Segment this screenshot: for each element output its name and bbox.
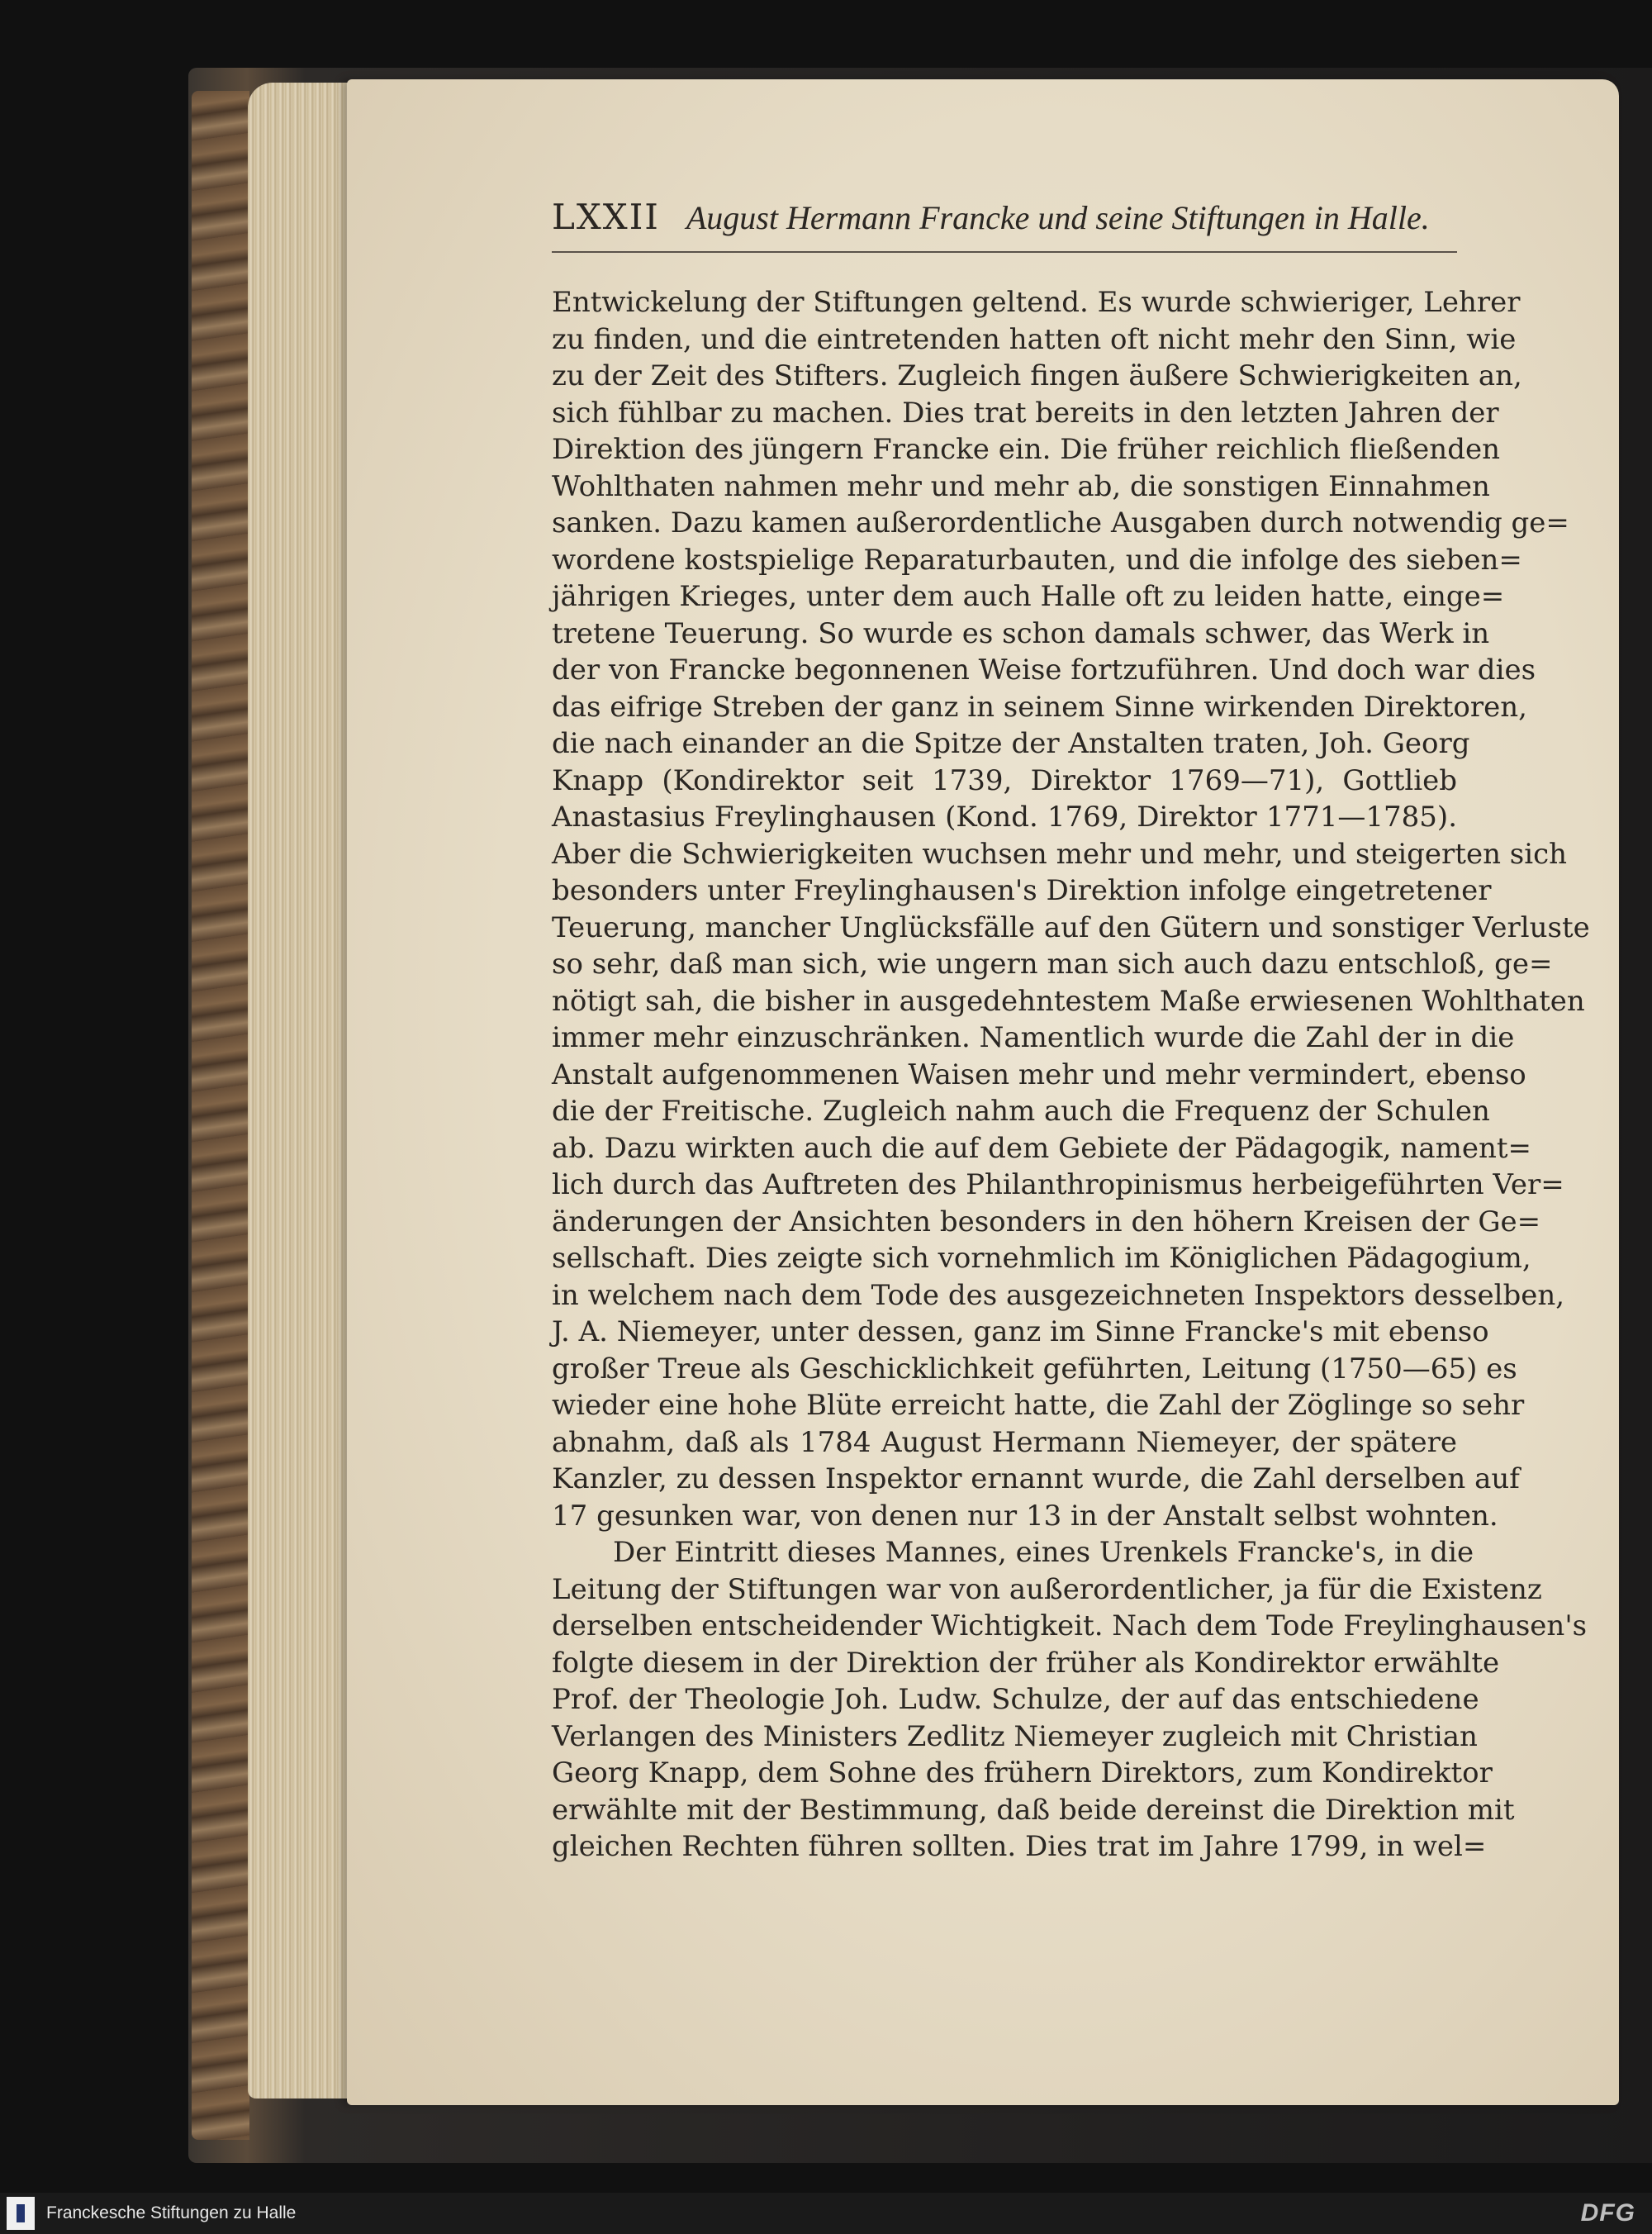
text-line: sich fühlbar zu machen. Dies trat bereits in den letzten Jahren der (552, 396, 1499, 430)
text-line: der von Francke begonnenen Weise fortzuführen. Und doch war dies (552, 654, 1536, 687)
text-line: nötigt sah, die bisher in ausgedehntestem Maße erwiesenen Wohlthaten (552, 984, 1585, 1018)
text-line: immer mehr einzuschränken. Namentlich wurde die Zahl der in die (552, 1021, 1515, 1054)
institution-logo-icon[interactable] (7, 2197, 35, 2230)
running-title: August Hermann Francke und seine Stiftungen in Halle. (686, 199, 1430, 236)
text-line: ab. Dazu wirkten auch die auf dem Gebiete der Pädagogik, nament= (552, 1131, 1531, 1165)
text-line: J. A. Niemeyer, unter dessen, ganz im Sinne Francke's mit ebenso (552, 1315, 1489, 1348)
dfg-logo[interactable]: DFG (1580, 2199, 1635, 2227)
institution-link[interactable]: Franckesche Stiftungen zu Halle (46, 2203, 297, 2222)
text-line: 17 gesunken war, von denen nur 13 in der Anstalt selbst wohnten. (552, 1499, 1498, 1533)
text-line: Georg Knapp, dem Sohne des frühern Direktors, zum Kondirektor (552, 1756, 1493, 1790)
header-rule (552, 251, 1457, 253)
text-line: besonders unter Freylinghausen's Direktion infolge eingetretener (552, 874, 1492, 907)
text-line: Teuerung, mancher Unglücksfälle auf den Gütern und sonstiger Verluste (552, 910, 1590, 944)
text-line: Der Eintritt dieses Mannes, eines Urenkels Francke's, in die (613, 1536, 1474, 1569)
text-line: großer Treue als Geschicklichkeit geführten, Leitung (1750—65) es (552, 1352, 1517, 1386)
body-text (552, 284, 1590, 1866)
text-line: erwählte mit der Bestimmung, daß beide dereinst die Direktion mit (552, 1793, 1515, 1827)
viewer-footer (0, 2193, 1652, 2234)
text-line: sellschaft. Dies zeigte sich vornehmlich im Königlichen Pädagogium, (552, 1242, 1531, 1275)
marbled-edge (192, 91, 249, 2140)
text-line: Entwickelung der Stiftungen geltend. Es wurde schwieriger, Lehrer (552, 286, 1521, 319)
page-number: LXXII (552, 197, 660, 237)
page-edges (248, 83, 355, 2099)
text-line: Prof. der Theologie Joh. Ludw. Schulze, der auf das entschiedene (552, 1683, 1479, 1716)
text-line: gleichen Rechten führen sollten. Dies trat im Jahre 1799, in wel= (552, 1830, 1487, 1863)
text-line: zu der Zeit des Stifters. Zugleich fingen äußere Schwierigkeiten an, (552, 359, 1522, 392)
text-line: derselben entscheidender Wichtigkeit. Nach dem Tode Freylinghausen's (552, 1609, 1588, 1642)
text-line: die der Freitische. Zugleich nahm auch die Frequenz der Schulen (552, 1095, 1490, 1128)
text-line: Anastasius Freylinghausen (Kond. 1769, Direktor 1771—1785). (552, 801, 1457, 834)
text-line: abnahm, daß als 1784 August Hermann Niemeyer, der spätere (552, 1425, 1457, 1459)
text-line: wieder eine hohe Blüte erreicht hatte, die Zahl der Zöglinge so sehr (552, 1389, 1525, 1422)
text-line: zu finden, und die eintretenden hatten oft nicht mehr den Sinn, wie (552, 322, 1517, 356)
text-line: folgte diesem in der Direktion der früher als Kondirektor erwählte (552, 1646, 1500, 1680)
text-line: Verlangen des Ministers Zedlitz Niemeyer zugleich mit Christian (552, 1719, 1478, 1753)
text-line: Wohlthaten nahmen mehr und mehr ab, die sonstigen Einnahmen (552, 469, 1490, 503)
text-line: Direktion des jüngern Francke ein. Die früher reichlich fließenden (552, 433, 1500, 466)
text-line: Anstalt aufgenommenen Waisen mehr und mehr vermindert, ebenso (552, 1058, 1526, 1091)
running-head (552, 197, 1436, 246)
text-line: Knapp (Kondirektor seit 1739, Direktor 1769—71), Gottlieb (552, 763, 1457, 797)
text-line: tretene Teuerung. So wurde es schon damals schwer, das Werk in (552, 616, 1490, 650)
text-line: jährigen Krieges, unter dem auch Halle oft zu leiden hatte, einge= (552, 580, 1505, 613)
text-line: in welchem nach dem Tode des ausgezeichneten Inspektors desselben, (552, 1278, 1565, 1312)
text-line: Leitung der Stiftungen war von außerordentlicher, ja für die Existenz (552, 1572, 1542, 1606)
text-line: sanken. Dazu kamen außerordentliche Ausgaben durch notwendig ge= (552, 506, 1569, 539)
text-line: Kanzler, zu dessen Inspektor ernannt wurde, die Zahl derselben auf (552, 1462, 1520, 1495)
text-line: änderungen der Ansichten besonders in den höhern Kreisen der Ge= (552, 1205, 1541, 1238)
text-line: lich durch das Auftreten des Philanthropinismus herbeigeführten Ver= (552, 1168, 1564, 1201)
text-line: die nach einander an die Spitze der Anstalten traten, Joh. Georg (552, 727, 1470, 760)
text-line: das eifrige Streben der ganz in seinem Sinne wirkenden Direktoren, (552, 690, 1527, 724)
text-line: wordene kostspielige Reparaturbauten, und die infolge des sieben= (552, 543, 1522, 577)
text-line: Aber die Schwierigkeiten wuchsen mehr und mehr, und steigerten sich (552, 837, 1568, 871)
text-line: so sehr, daß man sich, wie ungern man sich auch dazu entschloß, ge= (552, 948, 1553, 981)
